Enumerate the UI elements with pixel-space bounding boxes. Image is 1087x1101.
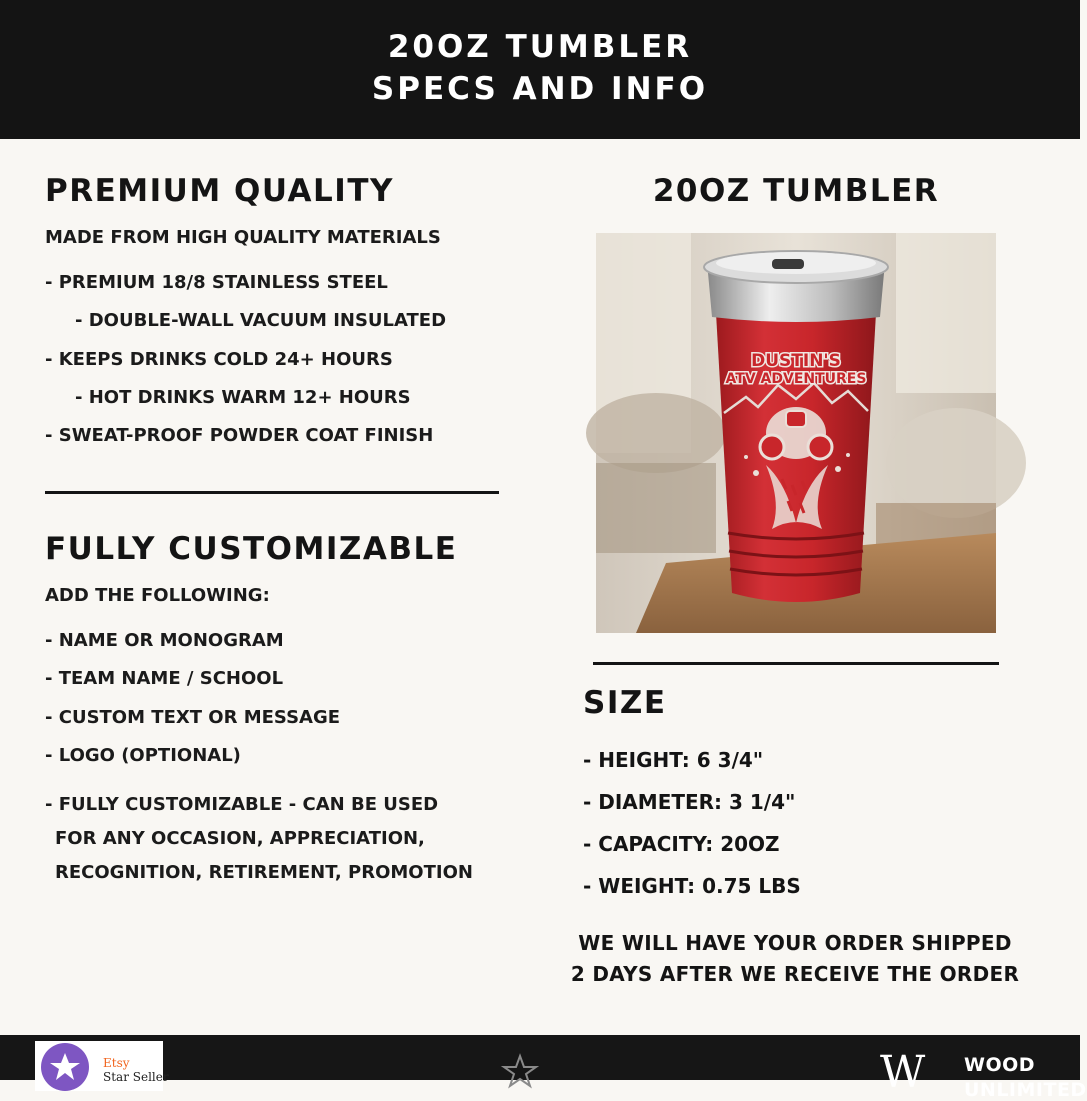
custom-note-line: FOR ANY OCCASION, APPRECIATION, [55,828,425,849]
custom-item: - TEAM NAME / SCHOOL [45,668,284,689]
size-item: - HEIGHT: 6 3/4" [583,748,764,772]
custom-item: - NAME OR MONOGRAM [45,630,284,651]
size-item: - CAPACITY: 20OZ [583,832,780,856]
brand-logo [878,1045,1087,1101]
section-divider [45,491,499,494]
custom-item: - LOGO (OPTIONAL) [45,745,241,766]
custom-item: - CUSTOM TEXT OR MESSAGE [45,707,341,728]
badge-etsy-label: Etsy [103,1056,130,1070]
premium-quality-heading: PREMIUM QUALITY [45,173,394,209]
fully-customizable-heading: FULLY CUSTOMIZABLE [45,531,458,567]
engraving-line-2: ATV ADVENTURES [725,371,867,387]
shipping-line-2: 2 DAYS AFTER WE RECEIVE THE ORDER [570,962,1020,986]
size-item: - DIAMETER: 3 1/4" [583,790,796,814]
badge-star-seller-label: Star Seller [103,1070,169,1084]
custom-note-line: RECOGNITION, RETIREMENT, PROMOTION [55,862,473,883]
premium-item: - SWEAT-PROOF POWDER COAT FINISH [45,425,434,446]
brand-name: WOOD [964,1054,1036,1076]
star-seller-icon [35,1041,95,1091]
product-title: 20OZ TUMBLER [652,173,940,209]
size-heading: SIZE [583,685,667,721]
premium-item: - DOUBLE-WALL VACUUM INSULATED [75,310,447,331]
size-item: - WEIGHT: 0.75 LBS [583,874,801,898]
engraving-line-1: DUSTIN'S [751,351,841,371]
premium-intro: MADE FROM HIGH QUALITY MATERIALS [45,227,441,248]
brand-monogram-icon [878,1045,958,1098]
page-footer [0,1035,1087,1101]
header-title-line-1: 20OZ TUMBLER [387,29,693,65]
star-outline-icon [502,1053,538,1089]
custom-intro: ADD THE FOLLOWING: [45,585,270,606]
svg-text:W: W [880,1047,926,1098]
header-title-line-2: SPECS AND INFO [371,71,709,107]
premium-item: - KEEPS DRINKS COLD 24+ HOURS [45,349,393,370]
brand-name-line-2: UNLIMITED [964,1079,1087,1101]
product-photo [596,233,996,633]
tumbler-illustration [596,233,996,633]
premium-item: - HOT DRINKS WARM 12+ HOURS [75,387,411,408]
shipping-line-1: WE WILL HAVE YOUR ORDER SHIPPED [578,931,1012,955]
etsy-star-seller-badge [35,1041,169,1091]
page-header [0,0,1080,139]
custom-note-line: - FULLY CUSTOMIZABLE - CAN BE USED [45,794,439,815]
premium-item: - PREMIUM 18/8 STAINLESS STEEL [45,272,388,293]
size-divider [593,662,999,665]
